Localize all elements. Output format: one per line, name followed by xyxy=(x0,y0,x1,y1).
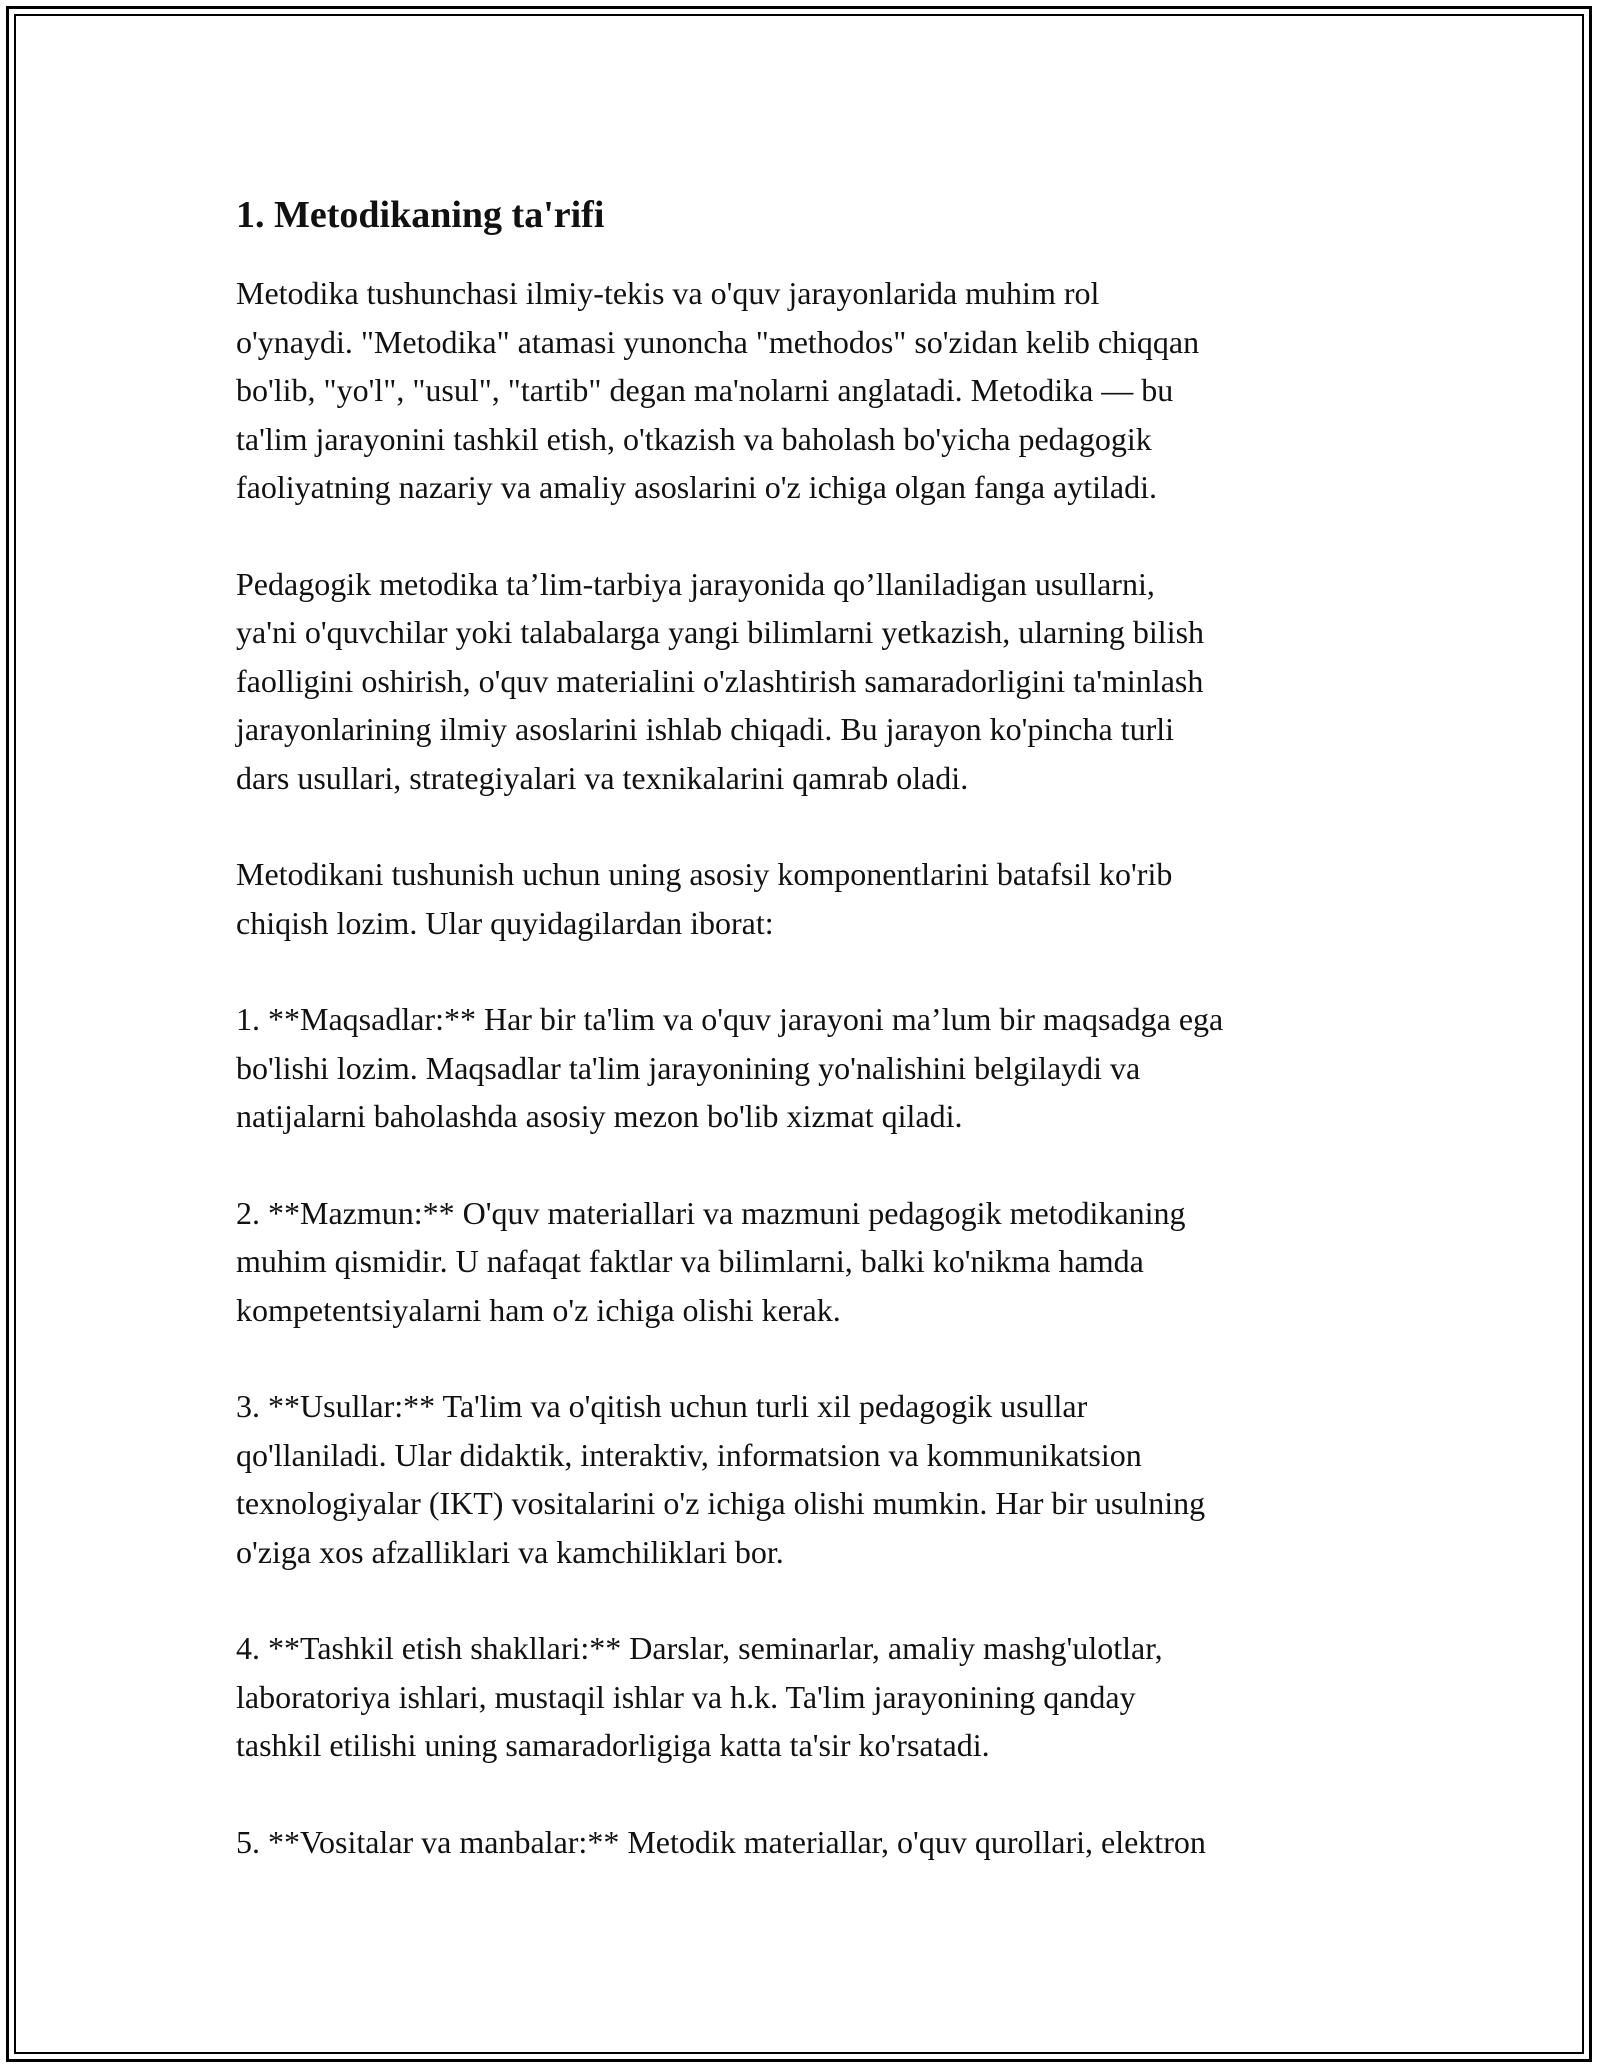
section-heading: 1. Metodikaning ta'rifi xyxy=(236,194,605,236)
paragraph-components-intro: Metodikani tushunish uchun uning asosiy komponentlarini batafsil ko'rib chiqish lozim. Ular quyidagilardan iborat: xyxy=(236,856,1173,941)
paragraph-definition: Metodika tushunchasi ilmiy-tekis va o'quv jarayonlarida muhim rol o'ynaydi. "Metodika" atamasi yunoncha "methodos" so'zidan kelib chiqqan bo'lib, "yo'l", "usul", "tartib" degan ma'nolarni anglatadi. Metodika — bu ta'lim jarayonini tashkil etish, o'tkazish va baholash bo'yicha pedagogik faoliyatning nazariy va amaliy asoslarini o'z ichiga olgan fanga aytiladi. xyxy=(236,275,1200,505)
list-item-goals: 1. **Maqsadlar:** Har bir ta'lim va o'quv jarayoni ma’lum bir maqsadga ega bo'lishi lozim. Maqsadlar ta'lim jarayonining yo'nalishini belgilaydi va natijalarni baholashda asosiy mezon bo'lib xizmat qiladi. xyxy=(236,1001,1224,1134)
paragraph-pedagogical-method: Pedagogik metodika ta’lim-tarbiya jarayonida qo’llaniladigan usullarni, ya'ni o'quvchilar yoki talabalarga yangi bilimlarni yetkazish, ularning bilish faolligini oshirish, o'quv materialini o'zlashtirish samaradorligini ta'minlash jarayonlarining ilmiy asoslarini ishlab chiqadi. Bu jarayon ko'pincha turli dars usullari, strategiyalari va texnikalarini qamrab oladi. xyxy=(236,565,1205,796)
list-item-methods: 3. **Usullar:** Ta'lim va o'qitish uchun turli xil pedagogik usullar qo'llaniladi. Ular didaktik, interaktiv, informatsion va kommunikatsion texnologiyalar (IKT) vositalarini o'z ichiga olishi mumkin. Har bir usulning o'ziga xos afzalliklari va kamchiliklari bor. xyxy=(236,1388,1206,1570)
document-body xyxy=(236,187,1386,1866)
list-item-organization-forms: 4. **Tashkil etish shakllari:** Darslar, seminarlar, amaliy mashg'ulotlar, laboratoriya ishlari, mustaqil ishlar va h.k. Ta'lim jarayonining qanday tashkil etilishi uning samaradorligiga katta ta'sir ko'rsatadi. xyxy=(236,1630,1163,1763)
list-item-content: 2. **Mazmun:** O'quv materiallari va mazmuni pedagogik metodikaning muhim qismidir. U nafaqat faktlar va bilimlarni, balki ko'nikma hamda kompetentsiyalarni ham o'z ichiga olishi kerak. xyxy=(236,1194,1186,1328)
list-item-tools-sources: 5. **Vositalar va manbalar:** Metodik materiallar, o'quv qurollari, elektron xyxy=(236,1823,1206,1860)
